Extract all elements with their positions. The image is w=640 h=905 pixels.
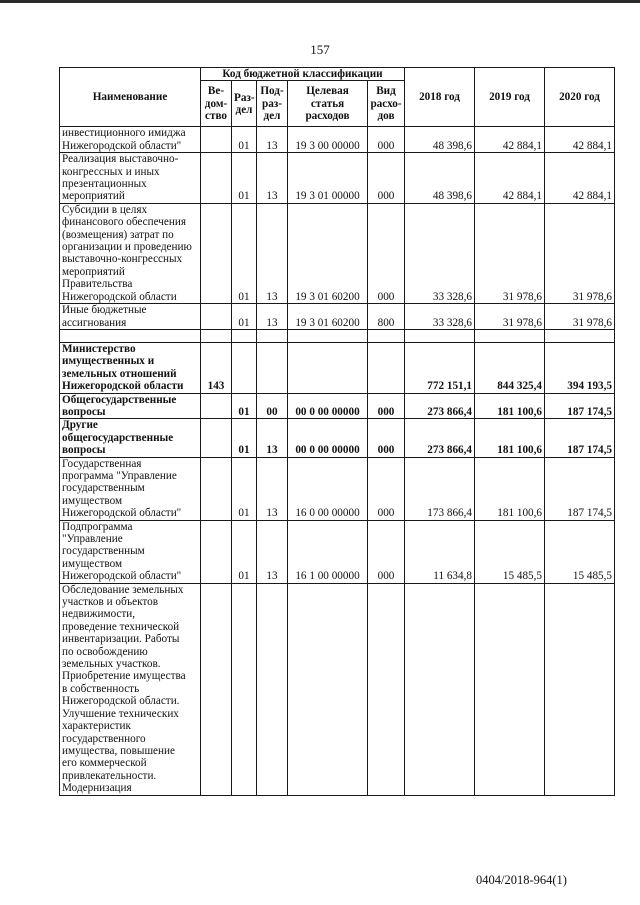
- row-2019: 844 325,4: [475, 342, 545, 393]
- spacer-cell: [405, 329, 475, 342]
- spacer-cell: [545, 329, 615, 342]
- row-2020: 31 978,6: [545, 203, 615, 303]
- row-2020: 394 193,5: [545, 342, 615, 393]
- footer-code: 0404/2018-964(1): [476, 873, 567, 887]
- row-2018: 273 866,4: [405, 393, 475, 419]
- row-vedomstvo: [201, 393, 232, 419]
- row-vedomstvo: [201, 520, 232, 583]
- table-row: [60, 304, 615, 330]
- table-row: [60, 457, 615, 520]
- row-name: Иные бюджетные ассигнования: [60, 304, 201, 330]
- row-podrazdel: 00: [257, 393, 288, 419]
- row-vedomstvo: [201, 583, 232, 795]
- table-row: [60, 203, 615, 303]
- row-2019: 181 100,6: [475, 419, 545, 457]
- row-target: 19 3 01 60200: [288, 203, 368, 303]
- row-2020: 187 174,5: [545, 419, 615, 457]
- row-target: 19 3 01 00000: [288, 153, 368, 204]
- header-vid: Вид расхо- дов: [368, 81, 405, 127]
- row-vid: 000: [368, 520, 405, 583]
- row-2018: [405, 583, 475, 795]
- spacer-cell: [475, 329, 545, 342]
- row-2019: 31 978,6: [475, 203, 545, 303]
- row-razdel: 01: [232, 127, 257, 153]
- row-target: 16 0 00 00000: [288, 457, 368, 520]
- row-razdel: 01: [232, 457, 257, 520]
- row-2019: 42 884,1: [475, 153, 545, 204]
- row-podrazdel: 13: [257, 203, 288, 303]
- row-name: Субсидии в целях финансового обеспечения (возмещения) затрат по организации и проведению выставочно-конгрессных мероприятий Правительства Нижегородской области: [60, 203, 201, 303]
- row-2020: [545, 583, 615, 795]
- row-2020: 42 884,1: [545, 127, 615, 153]
- row-2018: 48 398,6: [405, 153, 475, 204]
- row-vedomstvo: [201, 304, 232, 330]
- header-2019: 2019 год: [475, 68, 545, 127]
- spacer-cell: [288, 329, 368, 342]
- row-vedomstvo: [201, 419, 232, 457]
- row-vid: 000: [368, 153, 405, 204]
- row-2018: 173 866,4: [405, 457, 475, 520]
- row-razdel: 01: [232, 304, 257, 330]
- table-row: [60, 393, 615, 419]
- row-target: 16 1 00 00000: [288, 520, 368, 583]
- spacer-cell: [201, 329, 232, 342]
- top-rule: [0, 0, 640, 3]
- row-podrazdel: 13: [257, 457, 288, 520]
- row-2020: 42 884,1: [545, 153, 615, 204]
- row-target: 19 3 01 60200: [288, 304, 368, 330]
- header-2018: 2018 год: [405, 68, 475, 127]
- row-2018: 48 398,6: [405, 127, 475, 153]
- row-vid: [368, 583, 405, 795]
- row-name: Реализация выставочно- конгрессных и иных презентационных мероприятий: [60, 153, 201, 204]
- row-2019: 181 100,6: [475, 457, 545, 520]
- row-name: Общегосударственные вопросы: [60, 393, 201, 419]
- row-podrazdel: [257, 342, 288, 393]
- row-target: 19 3 00 00000: [288, 127, 368, 153]
- header-name: Наименование: [60, 68, 201, 127]
- row-2020: 187 174,5: [545, 393, 615, 419]
- row-2019: 31 978,6: [475, 304, 545, 330]
- row-name: Подпрограмма "Управление государственным имуществом Нижегородской области": [60, 520, 201, 583]
- row-vedomstvo: [201, 203, 232, 303]
- table-row: [60, 419, 615, 457]
- spacer-row: [60, 329, 615, 342]
- spacer-cell: [232, 329, 257, 342]
- spacer-cell: [368, 329, 405, 342]
- row-vedomstvo: [201, 457, 232, 520]
- table-row: [60, 520, 615, 583]
- row-2018: 33 328,6: [405, 304, 475, 330]
- row-name: Обследование земельных участков и объектов недвижимости, проведение технической инвентаризации. Работы по освобождению земельных участков. Приобретение имущества в собственность Нижегородской области. Улучшение технических характеристик государственного имущества, повышение его коммерческой привлекательности. Модернизация: [60, 583, 201, 795]
- budget-table: [59, 67, 615, 796]
- row-razdel: [232, 342, 257, 393]
- row-vedomstvo: 143: [201, 342, 232, 393]
- row-razdel: 01: [232, 203, 257, 303]
- row-2018: 11 634,8: [405, 520, 475, 583]
- header-code-group: Код бюджетной классификации: [201, 68, 405, 81]
- row-2018: 33 328,6: [405, 203, 475, 303]
- row-vid: 000: [368, 127, 405, 153]
- row-razdel: 01: [232, 520, 257, 583]
- header-target: Целевая статья расходов: [288, 81, 368, 127]
- table-row: [60, 583, 615, 795]
- row-podrazdel: 13: [257, 127, 288, 153]
- row-razdel: [232, 583, 257, 795]
- row-razdel: 01: [232, 153, 257, 204]
- header-podrazdel: Под- раз- дел: [257, 81, 288, 127]
- row-vid: 000: [368, 419, 405, 457]
- row-2018: 273 866,4: [405, 419, 475, 457]
- header-razdel: Раз- дел: [232, 81, 257, 127]
- row-podrazdel: 13: [257, 419, 288, 457]
- row-razdel: 01: [232, 393, 257, 419]
- row-vid: 000: [368, 393, 405, 419]
- row-vid: 000: [368, 457, 405, 520]
- header-vedomstvo: Ве- дом- ство: [201, 81, 232, 127]
- row-name: Другие общегосударственные вопросы: [60, 419, 201, 457]
- row-name: Министерство имущественных и земельных отношений Нижегородской области: [60, 342, 201, 393]
- row-target: 00 0 00 00000: [288, 419, 368, 457]
- header-2020: 2020 год: [545, 68, 615, 127]
- row-podrazdel: 13: [257, 520, 288, 583]
- row-razdel: 01: [232, 419, 257, 457]
- row-name: инвестиционного имиджа Нижегородской области": [60, 127, 201, 153]
- spacer-cell: [60, 329, 201, 342]
- row-target: [288, 583, 368, 795]
- row-target: 00 0 00 00000: [288, 393, 368, 419]
- spacer-cell: [257, 329, 288, 342]
- row-2020: 15 485,5: [545, 520, 615, 583]
- row-2020: 187 174,5: [545, 457, 615, 520]
- row-2018: 772 151,1: [405, 342, 475, 393]
- table-row: [60, 127, 615, 153]
- row-vid: [368, 342, 405, 393]
- row-2019: 181 100,6: [475, 393, 545, 419]
- row-vid: 000: [368, 203, 405, 303]
- row-name: Государственная программа "Управление государственным имуществом Нижегородской области": [60, 457, 201, 520]
- row-podrazdel: 13: [257, 304, 288, 330]
- row-2019: 15 485,5: [475, 520, 545, 583]
- row-vedomstvo: [201, 153, 232, 204]
- row-podrazdel: [257, 583, 288, 795]
- page-number: 157: [310, 42, 330, 57]
- row-2019: [475, 583, 545, 795]
- row-podrazdel: 13: [257, 153, 288, 204]
- row-vedomstvo: [201, 127, 232, 153]
- table-row: [60, 153, 615, 204]
- row-2019: 42 884,1: [475, 127, 545, 153]
- row-vid: 800: [368, 304, 405, 330]
- row-target: [288, 342, 368, 393]
- table-row: [60, 342, 615, 393]
- row-2020: 31 978,6: [545, 304, 615, 330]
